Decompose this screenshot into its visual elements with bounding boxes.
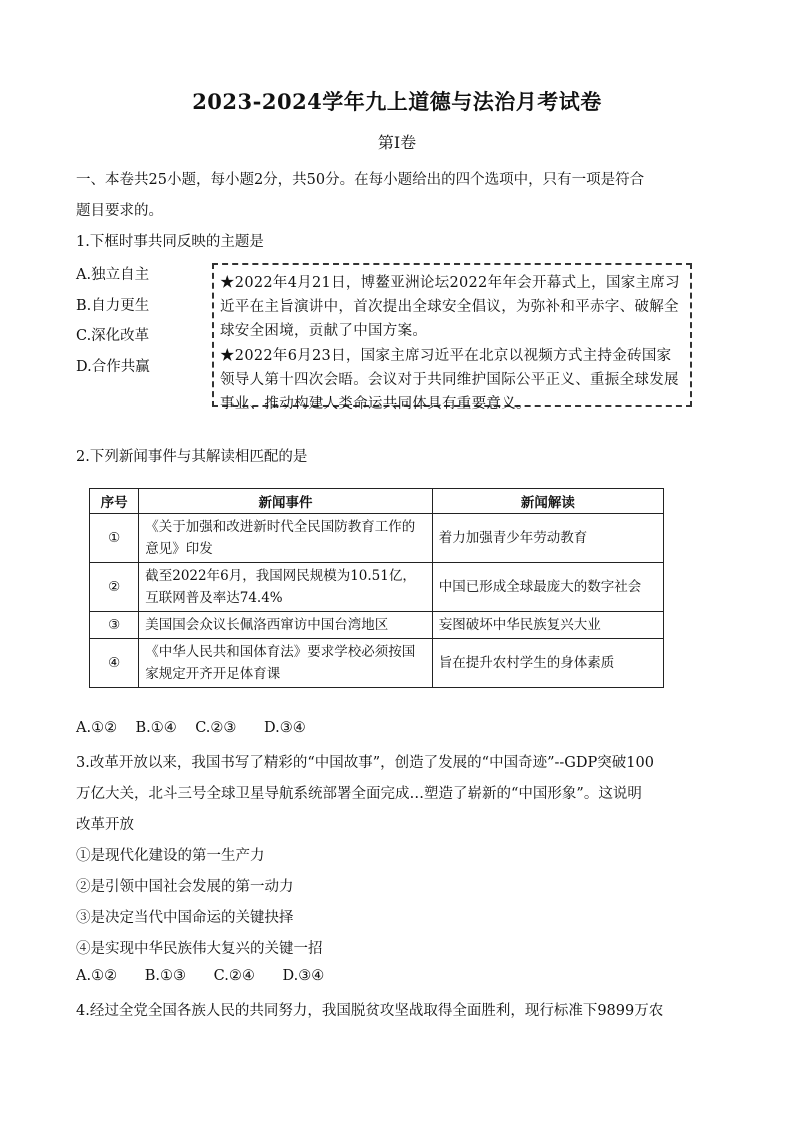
table-header-row — [90, 489, 664, 514]
table-row — [90, 612, 664, 639]
q3-stem-line: 万亿大关，北斗三号全球卫星导航系统部署全面完成…塑造了崭新的“中国形象”。这说明 — [76, 786, 642, 802]
table-cell-num: ① — [90, 514, 139, 563]
page-title: 2023-2024学年九上道德与法治月考试卷 — [192, 89, 602, 114]
news-table — [89, 488, 664, 688]
table-cell-event: 美国国会众议长佩洛西窜访中国台湾地区 — [139, 612, 433, 639]
q3-item: ②是引领中国社会发展的第一动力 — [76, 879, 294, 895]
q1-news-box — [212, 263, 692, 413]
q1-news-item: ★2022年4月21日，博鳌亚洲论坛2022年年会开幕式上，国家主席习近平在主旨演讲中，首次提出全球安全倡议，为弥补和平赤字、破解全球安全困境，贡献了中国方案。 — [220, 275, 680, 340]
instructions-line: 一、本卷共25小题，每小题2分，共50分。在每小题给出的四个选项中，只有一项是符合 — [76, 172, 645, 188]
q1-news-item: ★2022年6月23日，国家主席习近平在北京以视频方式主持金砖国家领导人第十四次会晤。会议对于共同维护国际公平正义、重振全球发展事业、推动构建人类命运共同体具有重要意义。 — [220, 347, 679, 413]
table-row — [90, 514, 664, 563]
q1-options — [76, 260, 150, 382]
table-row — [90, 563, 664, 612]
table-cell-reading: 中国已形成全球最庞大的数字社会 — [432, 563, 663, 612]
table-cell-num: ② — [90, 563, 139, 612]
table-cell-num: ④ — [90, 639, 139, 688]
q3-item: ③是决定当代中国命运的关键抉择 — [76, 910, 294, 926]
q1-option-d: D.合作共赢 — [76, 358, 150, 375]
q3-item: ④是实现中华民族伟大复兴的关键一招 — [76, 941, 323, 957]
q1-stem: 1.下框时事共同反映的主题是 — [76, 234, 264, 250]
table-header: 新闻事件 — [139, 489, 433, 514]
q2-answers: A.①② B.①④ C.②③ D.③④ — [76, 720, 306, 736]
table-cell-reading: 着力加强青少年劳动教育 — [432, 514, 663, 563]
table-cell-num: ③ — [90, 612, 139, 639]
q3-stem-line: 3.改革开放以来，我国书写了精彩的“中国故事”，创造了发展的“中国奇迹”--GDP突破100 — [76, 755, 654, 771]
table-cell-event: 《中华人民共和国体育法》要求学校必须按国家规定开齐开足体育课 — [139, 639, 433, 688]
q1-option-c: C.深化改革 — [76, 328, 150, 344]
table-cell-event: 《关于加强和改进新时代全民国防教育工作的意见》印发 — [139, 514, 433, 563]
q3-answers: A.①② B.①③ C.②④ D.③④ — [76, 968, 325, 984]
table-cell-reading: 妄图破坏中华民族复兴大业 — [432, 612, 663, 639]
q2-stem: 2.下列新闻事件与其解读相匹配的是 — [76, 449, 308, 465]
q1-option-a: A.独立自主 — [76, 267, 150, 283]
section-subtitle: 第Ⅰ卷 — [377, 133, 417, 152]
table-header: 序号 — [90, 489, 139, 514]
q1-option-b: B.自力更生 — [76, 297, 150, 314]
q4-stem: 4.经过全党全国各族人民的共同努力，我国脱贫攻坚战取得全面胜利，现行标准下9899万农 — [76, 1003, 664, 1019]
table-cell-reading: 旨在提升农村学生的身体素质 — [432, 639, 663, 688]
table-cell-event: 截至2022年6月，我国网民规模为10.51亿，互联网普及率达74.4% — [139, 563, 433, 612]
q3-stem-line: 改革开放 — [76, 817, 134, 833]
table-row — [90, 639, 664, 688]
table-header: 新闻解读 — [432, 489, 663, 514]
q3-item: ①是现代化建设的第一生产力 — [76, 848, 265, 864]
instructions-line: 题目要求的。 — [76, 203, 163, 219]
